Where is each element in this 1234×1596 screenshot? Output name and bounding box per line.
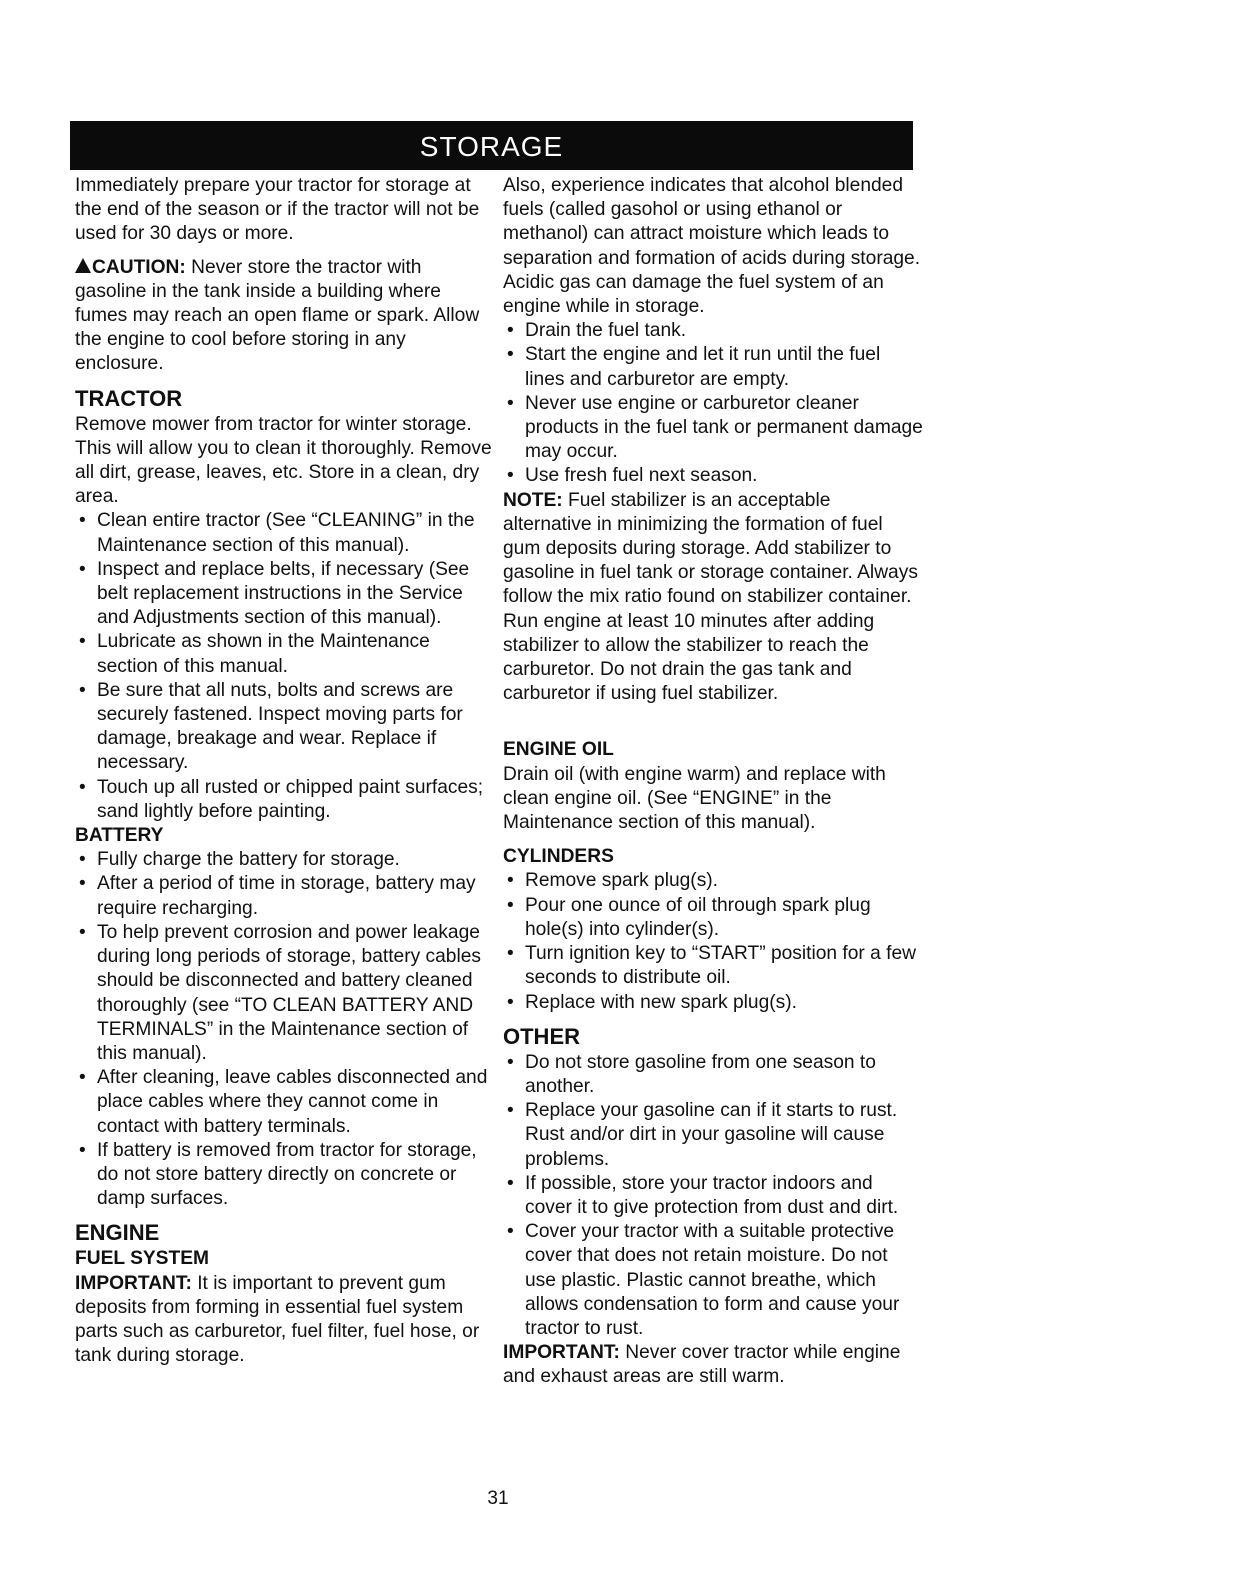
important-label: IMPORTANT: <box>503 1342 620 1364</box>
list-item: • Do not store gasoline from one season to another. <box>503 1051 923 1099</box>
list-item: • Be sure that all nuts, bolts and screws are securely fastened. Inspect moving parts for damage, breakage and wear. Replace if necessary. <box>75 679 493 776</box>
list-item: • Inspect and replace belts, if necessary (See belt replacement instructions in the Service and Adjustments section of this manual). <box>75 558 493 631</box>
tractor-heading: TRACTOR <box>75 385 183 411</box>
list-item: • Pour one ounce of oil through spark plug hole(s) into cylinder(s). <box>503 894 923 942</box>
list-item: • Use fresh fuel next season. <box>503 464 923 488</box>
list-item: • Turn ignition key to “START” position for a few seconds to distribute oil. <box>503 942 923 990</box>
fuel-system-heading: FUEL SYSTEM <box>75 1248 209 1270</box>
list-item: • Replace with new spark plug(s). <box>503 991 923 1015</box>
alcohol-paragraph: Also, experience indicates that alcohol blended fuels (called gasohol or using ethanol or methanol) can attract moisture which leads to separation and formation of acids during storage. Acidic gas can damage the fuel system of an engine while in storage. <box>503 175 921 318</box>
note-paragraph <box>503 489 923 707</box>
other-heading: OTHER <box>503 1023 580 1049</box>
note-label: NOTE: <box>503 489 563 511</box>
list-item: • Fully charge the battery for storage. <box>75 848 493 872</box>
note-text: Fuel stabilizer is an acceptable alternative in minimizing the formation of fuel gum deposits during storage. Add stabilizer to gasoline in fuel tank or storage container. Always follow the mix ratio found on stabilizer container. Run engine at least 10 minutes after adding stabilizer to allow the stabilizer to reach the carburetor. Do not drain the gas tank and carburetor if using fuel stabilizer. <box>503 489 918 705</box>
cylinders-heading: CYLINDERS <box>503 846 614 868</box>
list-item: • To help prevent corrosion and power leakage during long periods of storage, battery cables should be disconnected and battery cleaned thoroughly (see “TO CLEAN BATTERY AND TERMINALS” in the Maintenance section of this manual). <box>75 921 493 1066</box>
list-item: • If possible, store your tractor indoors and cover it to give protection from dust and dirt. <box>503 1172 923 1220</box>
left-column <box>75 174 493 1368</box>
list-item: • Never use engine or carburetor cleaner products in the fuel tank or permanent damage may occur. <box>503 392 923 465</box>
important-text: It is important to prevent gum deposits from forming in essential fuel system parts such as carburetor, fuel filter, fuel hose, or tank during storage. <box>75 1272 480 1367</box>
final-important-paragraph <box>503 1341 923 1389</box>
list-item: • After cleaning, leave cables disconnected and place cables where they cannot come in contact with battery terminals. <box>75 1066 493 1139</box>
important-label: IMPORTANT: <box>75 1272 192 1294</box>
intro-paragraph: Immediately prepare your tractor for storage at the end of the season or if the tractor will not be used for 30 days or more. <box>75 175 480 245</box>
list-item: • Cover your tractor with a suitable protective cover that does not retain moisture. Do not use plastic. Plastic cannot breathe, which allows condensation to form and cause your tractor to rust. <box>503 1220 923 1341</box>
list-item: • After a period of time in storage, battery may require recharging. <box>75 872 493 920</box>
page-number: 31 <box>487 1488 509 1509</box>
engine-oil-heading: ENGINE OIL <box>503 739 614 761</box>
right-column <box>503 174 923 1390</box>
list-item: • Drain the fuel tank. <box>503 319 923 343</box>
tractor-paragraph: Remove mower from tractor for winter storage. This will allow you to clean it thoroughly. Remove all dirt, grease, leaves, etc. Store in a clean, dry area. <box>75 413 492 508</box>
fuel-important-paragraph <box>75 1272 493 1369</box>
list-item: • Replace your gasoline can if it starts to rust. Rust and/or dirt in your gasoline will cause problems. <box>503 1099 923 1172</box>
tractor-list <box>75 509 493 824</box>
list-item: • Clean entire tractor (See “CLEANING” in the Maintenance section of this manual). <box>75 509 493 557</box>
fuel-list <box>503 319 923 488</box>
warning-icon <box>75 258 91 273</box>
caution-text: Never store the tractor with gasoline in the tank inside a building where fumes may reach an open flame or spark. Allow the engine to cool before storing in any enclosure. <box>75 256 480 375</box>
list-item: • Remove spark plug(s). <box>503 869 923 893</box>
engine-oil-paragraph: Drain oil (with engine warm) and replace with clean engine oil. (See “ENGINE” in the Maintenance section of this manual). <box>503 763 886 834</box>
list-item: • Start the engine and let it run until the fuel lines and carburetor are empty. <box>503 343 923 391</box>
list-item: • Touch up all rusted or chipped paint surfaces; sand lightly before painting. <box>75 776 493 824</box>
list-item: • If battery is removed from tractor for storage, do not store battery directly on concrete or damp surfaces. <box>75 1139 493 1212</box>
engine-heading: ENGINE <box>75 1220 160 1246</box>
list-item: • Lubricate as shown in the Maintenance section of this manual. <box>75 630 493 678</box>
battery-list <box>75 848 493 1211</box>
section-banner: STORAGE <box>70 121 913 170</box>
other-list <box>503 1051 923 1341</box>
caution-label: CAUTION: <box>92 256 186 278</box>
important-text: Never cover tractor while engine and exhaust areas are still warm. <box>503 1342 901 1388</box>
cylinders-list <box>503 869 923 1014</box>
battery-heading: BATTERY <box>75 825 164 847</box>
caution-paragraph <box>75 256 493 377</box>
